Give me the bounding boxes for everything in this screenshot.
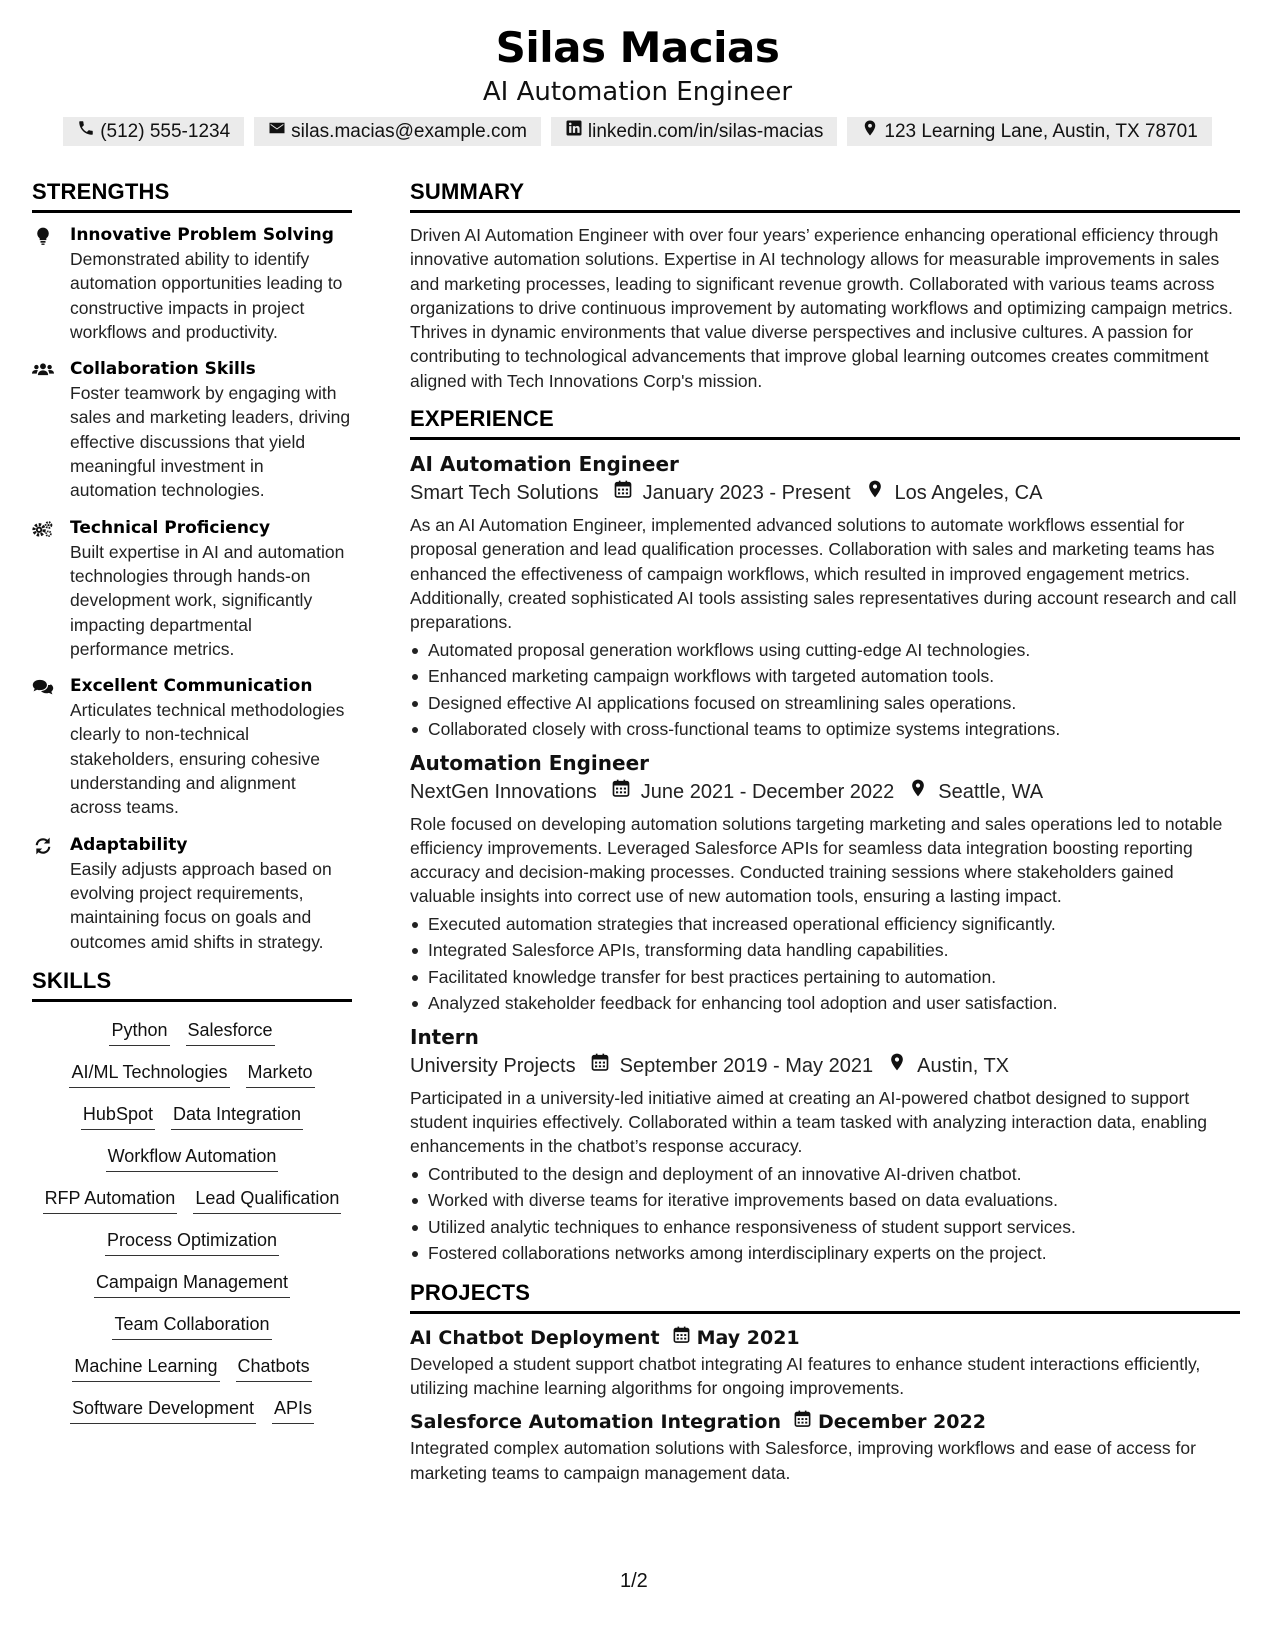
strength-title: Excellent Communication xyxy=(70,676,313,697)
contact-address xyxy=(847,117,1211,146)
skill-tag: Chatbots xyxy=(236,1354,312,1382)
bullet-item: Worked with diverse teams for iterative improvements based on data evaluations. xyxy=(410,1187,1240,1214)
calendar-icon xyxy=(660,1324,697,1352)
bullet-item: Integrated Salesforce APIs, transforming data handling capabilities. xyxy=(410,937,1240,964)
skill-tag: Salesforce xyxy=(186,1018,275,1046)
strength-desc: Built expertise in AI and automation technologies through hands-on development work, significantly impacting departmental performance metrics. xyxy=(70,541,345,659)
strength-item xyxy=(32,223,352,344)
bullet-item: Designed effective AI applications focused on streamlining sales operations. xyxy=(410,690,1240,717)
job-location: Austin, TX xyxy=(917,1054,1010,1077)
project-description: Developed a student support chatbot integrating AI features to enhance student interactions efficiently, utilizing machine learning algorithms for ongoing improvements. xyxy=(410,1353,1201,1398)
job-entry xyxy=(410,1023,1240,1267)
candidate-title: AI Automation Engineer xyxy=(482,77,793,107)
strength-item xyxy=(32,357,352,502)
job-company: Smart Tech Solutions xyxy=(410,482,599,505)
job-company: NextGen Innovations xyxy=(410,780,597,803)
page-number: 1/2 xyxy=(620,1570,648,1592)
strength-item xyxy=(32,833,352,954)
job-location: Los Angeles, CA xyxy=(894,482,1043,505)
summary-text: Driven AI Automation Engineer with over four years’ experience enhancing operational efficiency through innovative automation solutions. Expertise in AI technology allows for measurable improvements in sales and marketing processes, leading to significant revenue growth. Collaborated with various teams across organizations to drive continuous improvement by automating workflows and optimizing campaign metrics. Thrives in dynamic environments that value diverse perspectives and inclusive cultures. A passion for contributing to technological advancements that improve global learning outcomes creates commitment aligned with Tech Innovations Corp's mission. xyxy=(410,225,1233,391)
contact-linkedin[interactable] xyxy=(551,117,837,146)
calendar-icon xyxy=(597,777,641,807)
skill-tag: RFP Automation xyxy=(43,1186,178,1214)
strength-desc: Articulates technical methodologies clearly to non-technical stakeholders, ensuring cohesive understanding and alignment across teams. xyxy=(70,700,345,818)
skill-tag: Marketo xyxy=(246,1060,315,1088)
strength-desc: Foster teamwork by engaging with sales and marketing leaders, driving effective discussions that yield meaningful investment in automation technologies. xyxy=(70,383,351,501)
job-entry xyxy=(410,450,1240,742)
contact-email[interactable] xyxy=(254,117,541,146)
calendar-icon xyxy=(781,1408,818,1436)
job-title: Automation Engineer xyxy=(410,750,650,775)
job-title: Intern xyxy=(410,1024,479,1049)
location-pin-icon xyxy=(873,1051,917,1081)
project-title-row xyxy=(410,1324,1240,1352)
strength-title: Technical Proficiency xyxy=(70,517,271,538)
job-meta xyxy=(410,478,1240,508)
strength-title: Adaptability xyxy=(70,834,188,855)
location-pin-icon xyxy=(894,777,938,807)
bullet-item: Collaborated closely with cross-functional teams to optimize systems integrations. xyxy=(410,716,1240,743)
project-date: May 2021 xyxy=(696,1326,800,1349)
skills-list xyxy=(32,1012,352,1424)
candidate-name: Silas Macias xyxy=(495,23,780,72)
project-title: Salesforce Automation Integration xyxy=(410,1411,781,1434)
job-dates: September 2019 - May 2021 xyxy=(619,1054,874,1077)
job-bullets xyxy=(410,1161,1240,1267)
bullet-item: Executed automation strategies that increased operational efficiency significantly. xyxy=(410,911,1240,938)
location-pin-icon xyxy=(851,478,895,508)
skill-tag: HubSpot xyxy=(81,1102,155,1130)
strength-title: Innovative Problem Solving xyxy=(70,225,334,245)
skill-tag: Data Integration xyxy=(171,1102,303,1130)
skill-tag: Software Development xyxy=(70,1396,256,1424)
project-date: December 2022 xyxy=(817,1411,986,1434)
phone-icon xyxy=(77,119,95,144)
bullet-item: Automated proposal generation workflows using cutting-edge AI technologies. xyxy=(410,637,1240,664)
job-description: Participated in a university-led initiative aimed at creating an AI-powered chatbot designed to support student inquiries effectively. Collaborated within a team tasked with analyzing interaction data, enabling enhancements in the chatbot’s response accuracy. xyxy=(410,1087,1208,1157)
job-title: AI Automation Engineer xyxy=(410,452,679,477)
calendar-icon xyxy=(599,478,643,508)
job-location: Seattle, WA xyxy=(938,780,1044,803)
job-company: University Projects xyxy=(410,1054,576,1077)
job-meta xyxy=(410,1051,1240,1081)
linkedin-icon xyxy=(565,119,583,144)
phone-text: (512) 555-1234 xyxy=(100,121,231,142)
project-description: Integrated complex automation solutions with Salesforce, improving workflows and ease of access for marketing teams to campaign management data. xyxy=(410,1438,1196,1483)
bullet-item: Analyzed stakeholder feedback for enhancing tool adoption and user satisfaction. xyxy=(410,990,1240,1017)
summary-heading: SUMMARY xyxy=(410,178,1240,213)
bullet-item: Facilitated knowledge transfer for best practices pertaining to automation. xyxy=(410,964,1240,991)
job-dates: January 2023 - Present xyxy=(642,482,851,505)
project-title-row xyxy=(410,1408,1240,1436)
strengths-heading: STRENGTHS xyxy=(32,178,352,213)
contact-phone xyxy=(63,117,244,146)
resume-body xyxy=(32,178,1242,1485)
bullet-item: Fostered collaborations networks among interdisciplinary experts on the project. xyxy=(410,1240,1240,1267)
strength-desc: Easily adjusts approach based on evolving project requirements, maintaining focus on goals and outcomes amid shifts in strategy. xyxy=(70,858,332,952)
strength-desc: Demonstrated ability to identify automation opportunities leading to constructive impacts in project workflows and productivity. xyxy=(70,249,343,342)
skill-tag: Team Collaboration xyxy=(112,1312,271,1340)
bullet-item: Utilized analytic techniques to enhance responsiveness of student support services. xyxy=(410,1214,1240,1241)
envelope-icon xyxy=(268,119,286,144)
job-bullets xyxy=(410,637,1240,743)
job-entry xyxy=(410,749,1240,1017)
skill-tag: Campaign Management xyxy=(94,1270,290,1298)
resume-header xyxy=(0,0,1275,146)
location-pin-icon xyxy=(861,119,879,144)
contact-bar xyxy=(0,117,1275,146)
linkedin-text: linkedin.com/in/silas-macias xyxy=(587,121,824,142)
job-bullets xyxy=(410,911,1240,1017)
skill-tag: Process Optimization xyxy=(105,1228,279,1256)
skill-tag: Python xyxy=(109,1018,169,1046)
skill-tag: Machine Learning xyxy=(72,1354,219,1382)
gears-icon xyxy=(32,516,70,661)
strength-item xyxy=(32,516,352,661)
experience-heading: EXPERIENCE xyxy=(410,405,1240,440)
address-text: 123 Learning Lane, Austin, TX 78701 xyxy=(884,121,1198,142)
strength-title: Collaboration Skills xyxy=(70,359,256,380)
project-entry xyxy=(410,1324,1240,1401)
job-description: Role focused on developing automation solutions targeting marketing and sales operations led to notable efficiency improvements. Leveraged Salesforce APIs for seamless data integration boosting reporting accuracy and decision-making processes. Conducted training sessions where stakeholders gained valuable insights into correct use of new automation tools, ensuring a lasting impact. xyxy=(410,813,1223,907)
job-meta xyxy=(410,777,1240,807)
skill-tag: AI/ML Technologies xyxy=(69,1060,229,1088)
skills-heading: SKILLS xyxy=(32,967,352,1002)
right-column xyxy=(410,178,1240,1485)
users-icon xyxy=(32,357,70,502)
skill-tag: APIs xyxy=(272,1396,314,1424)
project-entry xyxy=(410,1408,1240,1485)
left-column xyxy=(32,178,352,1485)
sync-arrows-icon xyxy=(32,833,70,954)
bullet-item: Enhanced marketing campaign workflows with targeted automation tools. xyxy=(410,663,1240,690)
email-text: silas.macias@example.com xyxy=(291,121,527,142)
skill-tag: Workflow Automation xyxy=(106,1144,279,1172)
bullet-item: Contributed to the design and deployment of an innovative AI-driven chatbot. xyxy=(410,1161,1240,1188)
calendar-icon xyxy=(576,1051,620,1081)
skill-tag: Lead Qualification xyxy=(193,1186,341,1214)
lightbulb-icon xyxy=(32,223,70,344)
job-description: As an AI Automation Engineer, implemented advanced solutions to automate workflows essential for proposal generation and lead qualification processes. Collaboration with sales and marketing teams has enhanced the effectiveness of campaign workflows, which resulted in improved engagement metrics. Additionally, created sophisticated AI tools assisting sales representatives during account research and call preparations. xyxy=(410,515,1237,633)
projects-heading: PROJECTS xyxy=(410,1279,1240,1314)
project-title: AI Chatbot Deployment xyxy=(410,1326,660,1349)
job-dates: June 2021 - December 2022 xyxy=(640,780,895,803)
strength-item xyxy=(32,674,352,819)
chat-bubbles-icon xyxy=(32,674,70,819)
